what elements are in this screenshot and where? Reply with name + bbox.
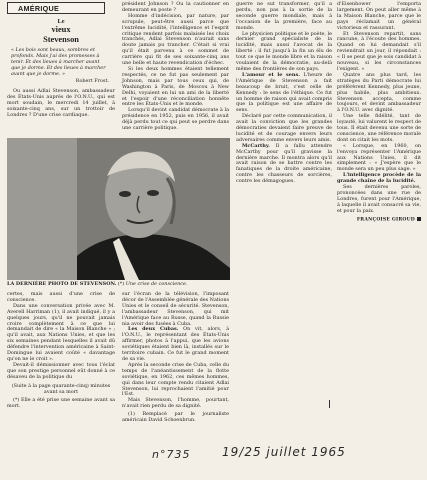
column-2 [122,2,229,132]
caption-title: LA DERNIÈRE PHOTO DE STEVENSON. [7,281,117,287]
paragraph: Lorsqu'il devint candidat démocrate à la présidence en 1952, puis en 1956, il avait déjà perdu tout ce qui peut se perdre dans une carrière politique. [122,107,229,132]
caption-marker: (*) [117,281,125,287]
paragraph-with-subhead [236,73,332,114]
paragraph: certes, mais aussi d'une crise de conscience. [7,291,115,303]
headline-kicker: Le [57,18,65,25]
subheading: Les deux Cubas. [128,326,179,333]
continued-note: (Suite à la page quarante-cinq) minutes avant sa mort [11,382,111,395]
paragraph-with-subhead [236,144,332,185]
paragraph: Devait-il démissionner avec tous l'éclat que son prestige personnel eût donné à ce désaveu de la politique du [7,361,115,380]
paragraph: d'Eisenhower l'emporta largement. On peut aller même à la Maison Blanche, parce que le pays réclamait un général victorieux et rassurant. [337,1,421,31]
column-divider [329,400,330,408]
footnote: (1) Remplacé par le journaliste américain David Schoenbrun. [122,411,229,424]
stevenson-photo [7,138,230,280]
column-1 [7,18,115,119]
paragraph-with-subhead [122,327,229,362]
end-mark-icon [417,217,421,221]
column-2-lower [122,292,229,424]
subheading: L'intelligence procède de la grande chaîne de la lucidité. [337,172,421,185]
headline [7,25,115,45]
headline-line-1: vieux [51,25,71,34]
handwritten-issue-number: n°735 [152,448,191,461]
paragraph: Déclaré par cette communication, il avait la conviction que les grandes démocraties devaient faire preuve de lucidité et de courage envers leurs adversaires comme envers leurs amis. [236,113,332,143]
handwritten-date: 19/25 juillet 1965 [222,445,346,459]
paragraph: Dans une conversation privée avec M. Averell Harriman (1), il avait indiqué, il y a quelques jours, qu'il ne pouvait jamais croire complètement à ce que lui demandait de dire « la Maison Blanche » ; qu'il avait, aux Nations Unies, et que les six semaines pendant lesquelles il avait dû défendre l'intervention américaine à Saint-Domingue lui avaient coûté « davantage qu'on ne le croit ». [7,302,115,362]
column-3 [236,2,332,185]
paragraph: Ses dernières paroles, prononcées dans une rue de Londres, furent pour l'Amérique, à laquelle il avait consacré sa vie, et pour la paix. [337,184,421,214]
author-signature [337,217,421,223]
column-1-lower [7,292,115,410]
subheading: McCarthy. [242,142,270,149]
paragraph: Quatre ans plus tard, les stratèges du Parti démocrate lui préférèrent Kennedy, plus jeune, plus habile, plus ambitieux. Stevenson accepta, comme toujours, et devint ambassadeur à l'O.N.U. avec dignité. [337,71,421,114]
paragraph: Homme d'indécision, par nature, par scrupule, peut-être aussi parce que l'extrême lucidité, l'intelligence et l'esprit critique rendent parfois malaisés les choix tranchés, Adlai Stevenson n'aurait sans doute jamais pu trancher. C'était si vrai qu'il était parvenu à ce sommet de carrière qui fit de ses soixante-cinq ans une belle et haute revendication d'échec. [122,12,229,67]
headline-line-2: Stevenson [43,35,79,44]
subheading: L'amour et le sens. [242,71,300,78]
paragraph: sur l'écran de la télévision, l'imposant décor de l'Assemblée générale des Nations Unies et le conseil de sécurité. Stevenson, l'ambassadeur Stevenson, qui mit l'Amérique face au Russe, quand la Russie nia avoir des fusées à Cuba. [122,291,229,327]
paragraph: Une telle fidélité, tant de loyauté, lui valurent le respect de tous. Il était devenu une sorte de conscience, une référence morale dont on citait les mots. [337,113,421,143]
epigraph: « Les bois sont beaux, sombres et profonds. Mais j'ai des promesses à tenir. Et des lieues à marcher avant que je dorme. Et des lieues à marcher avant que je dorme. » [11,47,106,77]
paragraph-text: Il a fallu attendre McCarthy pour qu'il gravisse la dernière marche. Il montra alors qu'il avait raison de se battre contre les fanatiques de la droite américaine, contre les chasseurs de sorcières, contre les démagogues. [236,142,332,185]
paragraph: Mais Stevenson, l'homme, pourtant, n'avait rien perdu de sa dignité. [122,397,229,410]
epigraph-source: Robert Frost. [75,77,109,84]
paragraph: Ou aussi Adlai Stevenson, ambassadeur des États-Unis auprès de l'O.N.U., qui est mort soudain, le mercredi 14 juillet, à soixante-cinq ans, sur un trottoir de Londres ? D'une crise cardiaque. [7,88,115,119]
paragraph: « Lorsque, en 1960, on l'envoya représenter l'Amérique aux Nations Unies, il dit simplement : « J'espère que le monde sera un peu plus sage. » [337,142,421,173]
paragraph-text: L'heure de l'Amérique de Stevenson a fait beaucoup de bruit, c'est celle de Kennedy : le sens de l'éthique. Ce fut un homme de raison qui avait compris que la politique est une affaire de sens. [236,71,333,114]
paragraph: Le physicien politique et le poète, le dernier grand spécialiste de la lucidité, mais aussi l'avocat de la liberté : il fut jusqu'à la fin un élu de tout ce que le monde libre et la raison voulaient de la démocratie, au-delà même des frontières de son pays. [236,30,333,72]
photo-caption [7,282,230,288]
column-4 [337,2,421,222]
caption-text: Une crise de conscience. [125,281,188,287]
paragraph: président Johnson ? Ou la cautionner en demeurant en poste ? [122,1,229,13]
paragraph: Et Stevenson repartit, sans rancune, à l'écoute des hommes. Quand on lui demandait s'il reviendrait un jour, il répondait : « Il se peut que je sois candidat à nouveau, si les circonstances l'exigent. » [337,30,421,72]
footnote: (*) Elle a été prise une semaine avant sa mort. [7,397,115,410]
paragraph: guerre ne sut transformer, qu'il a perdu, non pas à la sortie de la seconde guerre mondiale, mais à l'occasion de la première, face au monde. [236,1,332,31]
paragraph-text: On vit, alors, à l'O.N.U., le représentant des États-Unis affirmer, photos à l'appui, que les avions soviétiques étaient bien là, installés sur le territoire cubain. Ce fut le grand moment de sa vie. [122,326,229,362]
author-name: FRANÇOISE GIROUD [356,217,415,223]
portrait-graphic [7,138,230,280]
paragraph: Après la seconde crise de Cuba, celle du temps de l'anéantissement de la flotte soviétique, en 1962, ces mêmes hommes, qui dans leur compte rendu citaient Adlai Stevenson, lui reprochaient l'amitié pour l'Est. [122,361,229,398]
paragraph: Si les deux hommes étaient tellement respectés, ce ne fut pas seulement par Johnson, mais par tous ceux qui, de Washington à Paris, de Moscou à New Delhi, voyaient en lui un ami de la liberté et l'espoir d'une réconciliation honnête entre les États-Unis et le monde. [122,65,229,108]
section-tag: AMÉRIQUE [7,2,105,14]
